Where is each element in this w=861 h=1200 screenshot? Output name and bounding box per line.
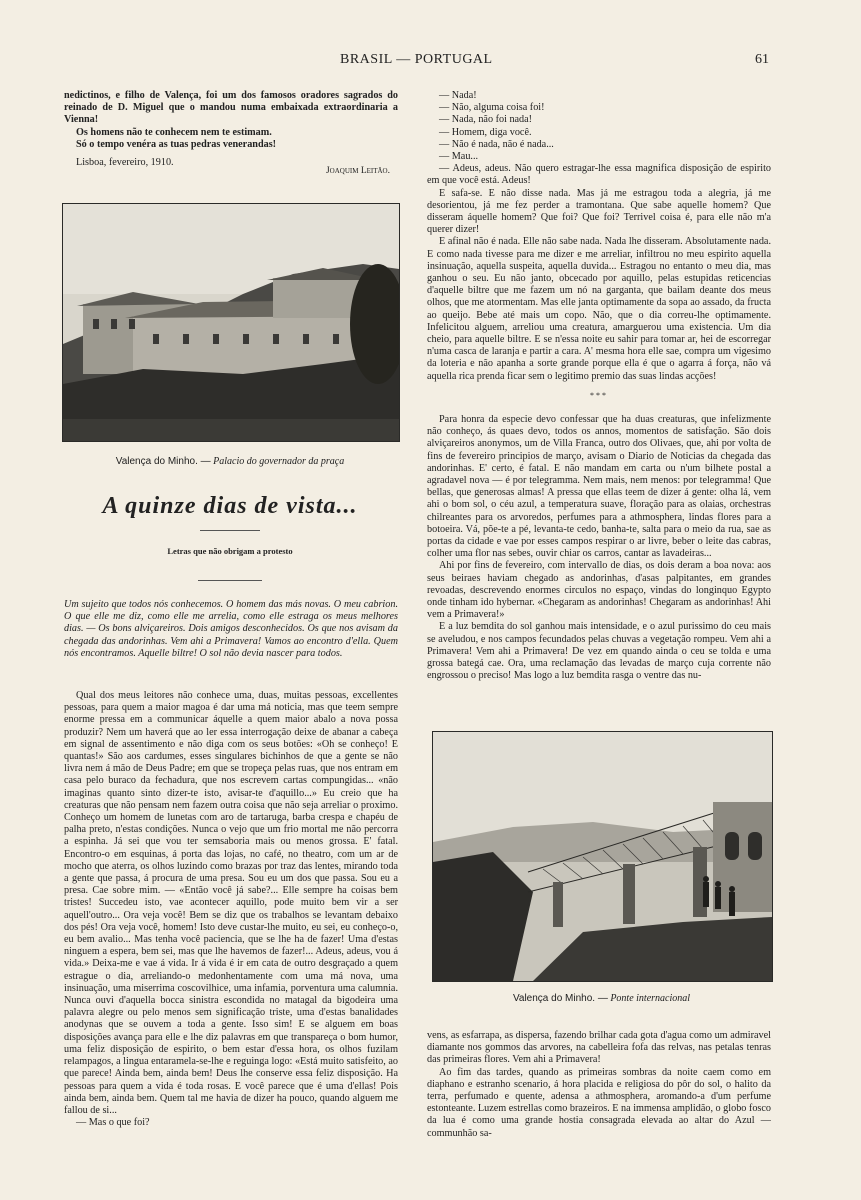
page-header bbox=[0, 52, 861, 72]
caption-title: Palacio do governador da praça bbox=[213, 456, 345, 467]
dialogue-line: — Nada, não foi nada! bbox=[439, 114, 533, 126]
section-break: * * * bbox=[590, 391, 606, 400]
dialogue-line: — Adeus, adeus. Não quero estragar-lhe essa magnifica disposição de espirito em que você está. Adeus! bbox=[427, 163, 771, 187]
caption-place: Valença do Minho. — bbox=[512, 993, 608, 1004]
paragraph: — Mas o que foi? bbox=[76, 1117, 150, 1129]
article-title: A quinze dias de vista... bbox=[102, 493, 358, 519]
palace-photo bbox=[62, 203, 400, 442]
caption-place: Valença do Minho. — bbox=[115, 456, 211, 467]
author-name: Joaquim Leitão. bbox=[325, 166, 390, 177]
dialogue-line: — Nada! bbox=[439, 90, 477, 101]
dialogue-line: — Não, alguma coisa foi! bbox=[439, 102, 545, 114]
bridge-photo bbox=[432, 731, 773, 982]
right-column-top bbox=[427, 90, 771, 383]
paragraph: Só o tempo venéra as tuas pedras venerandas! bbox=[76, 138, 277, 150]
palace-illustration bbox=[63, 204, 399, 441]
article-summary: Um sujeito que todos nós conhecemos. O homem das más novas. O meu cabrion. O que elle me diz, como elle me arrelia, como elle estraga os meus melhores dias. — Os bons alviçareiros. Dois amigos desconhecidos. Os que nos avisam da chegada das andorinhas. Vem ahi a Primavera! Vamos ao encontro d'ella. Quem nós encontramos. Aquelle biltre! O sol não devia nascer para todos. bbox=[64, 599, 398, 659]
place-date: Lisboa, fevereiro, 1910. bbox=[76, 157, 174, 169]
paragraph: nedictinos, e filho de Valença, foi um dos famosos oradores sagrados do reinado de D. Miguel que o mandou numa embaixada extraordinaria a Vienna! bbox=[64, 90, 398, 126]
paragraph: Para honra da especie devo confessar que ha duas creaturas, que infelizmente não conheço, ás quaes devo, todos os annos, momentos de satisfação. São dois alviçareiros anonymos, um de Villa Franca, outro dos Olivaes, que, ahi por volta de fins de fevereiro principios de março, avisam o Diario de Noticias da chegada das andorinhas. E' certo, é fatal. E não mandam em carta ou n'um bilhete postal a agradavel nova — é por telegramma. Nem mais, nem menos: por telegramma! Que bellas, que generosas almas! A pressa que ellas teem de dizer á gente: olha lá, vem ahi o bom sol, o céu azul, a temperatura suave, floração para as olaias, orchestras chilreantes para os arvoredos, perfumes para a athmosphera, lindas flores para a botoeira. Vá, põe-te a pé, levanta-te cedo, banha-te, salta para o meio da rua, sae as portas da cidade e vae por esses campos respirar o ar livre, beber o leite das cabras, colher uma flor nas sebes, ouvir chiar os carros, cantar as lavadeiras... bbox=[427, 414, 771, 560]
signature-block bbox=[64, 151, 398, 175]
divider bbox=[200, 530, 260, 531]
paragraph: vens, as esfarrapa, as dispersa, fazendo brilhar cada gota d'agua como um admiravel diamante nos gommos das arvores, na cabelleira fofa das relvas, nas petalas tenras das primeiras flores. Vem ahi a Primavera! bbox=[427, 1030, 771, 1066]
right-column-middle bbox=[427, 414, 771, 682]
dialogue-line: — Homem, diga você. bbox=[439, 126, 532, 138]
running-title: BRASIL — PORTUGAL bbox=[340, 52, 493, 67]
paragraph: Ao fim das tardes, quando as primeiras sombras da noite caem como em diaphano e estranho scenario, á hora placida e religiosa do pôr do sol, o halito da terra, perfumado e quente, adensa a athmosphera, aromando-a d'um perfume estonteante. Luzem estrellas como brazeiros. E na immensa amplidão, o globo fosco da lua é como uma grande hostia consagrada elevada ao altar do Azul — communhão sa- bbox=[427, 1066, 772, 1139]
right-column-bottom bbox=[427, 1030, 771, 1140]
palace-photo-caption bbox=[62, 456, 398, 467]
paragraph: E safa-se. E não disse nada. Mas já me estragou toda a alegria, já me desorientou, já me fez perder a tramontana. Que sabe aquelle homem? Que disseram áquelle homem? Que foi? Que foi? Terrivel coisa é, para elle não m'a querer dizer! bbox=[427, 187, 771, 236]
dialogue-line: — Mau... bbox=[439, 151, 479, 163]
paragraph: E a luz bemdita do sol ganhou mais intensidade, e o azul purissimo do ceu mais se aveludou, e nos campos fecundados pelas chuvas a vegetação rompeu. Vem ahi a Primavera! Vem ahi a Primavera! De vez em quando ainda o ceu se tolda e uma grossa bategá cae. Ora, uma reclamação das levadas de março cuja corrente não engrossou o preciso! Mas logo a luz bemdita rasga o ventre das nu- bbox=[427, 621, 771, 682]
dialogue-line: — Não é nada, não é nada... bbox=[439, 138, 554, 150]
bridge-photo-caption bbox=[432, 993, 771, 1004]
left-column-top bbox=[64, 90, 398, 175]
caption-title: Ponte internacional bbox=[610, 993, 691, 1004]
article-subtitle: Letras que não obrigam a protesto bbox=[167, 546, 293, 556]
paragraph: Os homens não te conhecem nem te estimam. bbox=[76, 126, 272, 138]
paragraph: Qual dos meus leitores não conhece uma, duas, muitas pessoas, excellentes pessoas, para quem a maior magoa é dar uma má noticia, mas que teem sempre enorme pressa em a communicar áquelle a quem maior abalo a nova possa produzir? Nem um haverá que ao ler essa interrogação deixe de abanar a cabeça em signal de assentimento e não diga com os seus botões: «Oh se conheço! E quantas!» São aos cardumes, esses singulares bichinhos de que a gente se não livra nem á mão de Deus Padre; em que se tropeça pelas ruas, que nos entram em casa pelo buraco da fechadura, que nos escrevem cartas compungidas... «não imaginas quanto sinto dizer-te isto, avisar-te d'aquillo...» Eu creio que ha creaturas que não pensam nem fazem outra coisa que não seja arreliar o proximo. Conheço um homem de lunetas com aro de tartaruga, barba crespa e chapéu de palha preto, n'estas condições. Nunca o vejo que um frio mortal me não percorra a espinha. Já sei que vou ter semsaboria mais ou menos grossa. E' fatal. Encontro-o em esquinas, á porta das lojas, no café, no theatro, com um ar de mocho que aterra, os olhos luzindo como brazas por traz das lentes, mirando toda a gente que passa, á procura de uma presa. Sou eu um dos que passa. Sou eu a presa. Cae sobre mim. — «Então você já sabe?... Elle sempre ha coisas bem tristes! Succedeu isto, vae acontecer aquillo, pode muito bem vir a ser aquell'outro... Ora veja você! Bem se diz que os trabalhos se levantam debaixo dos pés! Ora veja você, homem! Isto deve custar-lhe muito, eu sei, eu conheço-o, eu bem avalio... Mas tenha você paciencia, que se lhe ha de fazer! Uma d'estas ninguem a espera, bem sei, mas que lhe havemos de fazer!... Adeus, adeus, vou á vida.» Deixa-me e vae á vida. Ir á vida é ir em cata de outro desgraçado a quem estrague o dia, arreliando-o medonhentamente com uma má nova, uma insinuação, uma miserrima coscovilhice, uma infamia, porventura uma calumnia. Nunca ouvi d'aquella bocca sinistra escondida no matagal da bigodeira uma palavra alegre ou pelo menos sem significação triste, uma d'estas banalidades anodynas que se ouvem a toda a gente. Isso sim! E se alguem em boas disposições avança para elle e lhe diz palavras em que transpareça o bom humor, uma feliz disposição de espirito, o bem estar d'essa hora, os olhos fuzilam relampagos, a lingua entaramela-se-lhe e reguinga logo: «Está muito satisfeito, ao que parece! Ainda bem, ainda bem! Deus lhe conserve essa feliz disposição. Ha pessoas para quem a vida é toda rosas. E você parece que é uma d'ellas! Pois ainda bem, ainda bem. Quem tal me havia de dizer ha pouco, quando alguem me fallou de si... bbox=[64, 690, 398, 1116]
page-number: 61 bbox=[755, 52, 769, 67]
paragraph: E afinal não é nada. Elle não sabe nada. Nada lhe disseram. Absolutamente nada. E como nada tivesse para me dizer e me arreliar, infiltrou no meu espirito aquella insinuação, aquella suspeita, aquella duvida... Estragou no entanto o meu dia, mas ganhou o seu. Eu não janto, obcecado por aquillo, pelas estupidas reticencias d'aquelle biltre que me fazem um nó na garganta, que bailam deante dos meus olhos, que me atormentam. Mas elle janta optimamente da sopa ao assado, da fructa ao queijo. Bebe até mais um copo. Não, que o dia correu-lhe optimamente. Infelicitou alguem, arreliou uma creatura, amarguerou uma existencia. Um dia cheio, para aquelle biltre. E se n'essa noite eu sahir para tomar ar, hei de escorregar n'uma casca de laranja e partir a cara. A' mesma hora elle sae, compra um vigesimo da loteria e não apanha a sorte grande porque ella é que o agarra á força, não vá aquella rica prenda ficar sem o legitimo premio das suas lindas acções! bbox=[427, 236, 771, 382]
divider bbox=[198, 580, 262, 581]
left-column-body bbox=[64, 690, 398, 1129]
bridge-illustration bbox=[433, 732, 772, 981]
paragraph: Ahi por fins de fevereiro, com intervallo de dias, os dois deram a boa nova: aos seus beiraes haviam chegado as andorinhas, d'asas palpitantes, em grandes revoadas, descrevendo enormes circulos no espaço, vindas do longinquo Egypto onde tinham ido hybernar. «Chegaram as andorinhas! Chegaram as andorinhas! Ahi vem a Primavera!» bbox=[427, 560, 771, 621]
